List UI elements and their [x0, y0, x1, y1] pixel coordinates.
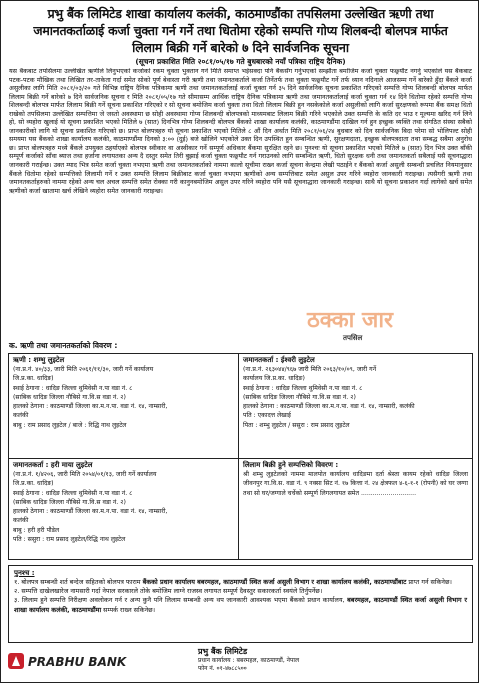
guarantor-detail-line: हालको ठेगाना : काठमाण्डौं जिल्ला का.म.न.पा. वडा नं. १४, नाम्सारी, कलंकी [243, 403, 415, 411]
borrower-detail-line: (साबिक धादिङ जिल्ला नौबिसे गा.वि.स वडा नं. २) [13, 393, 126, 401]
section-heading-borrowers: क. ऋणी तथा जमानतकर्ताको विवरण : [9, 341, 118, 350]
guarantor-detail-line: कलंकी [13, 517, 29, 525]
bank-contact-block [198, 647, 398, 673]
guarantor-detail-line: (ना.प्र.नं. १/४२०६, जारी मिति २०५४/०१/१३, जारी गर्ने कार्यालय [13, 471, 157, 478]
note-text: १. बोलपत्र सम्बन्धी शर्त बन्देज सहितको बोलपत्र फाराम [14, 578, 143, 586]
borrower-detail-line: स्थाई ठेगाना : धादिङ जिल्ला थुमिवेसी न.पा वडा नं. ८ [13, 384, 133, 392]
notice-title [7, 5, 474, 56]
note-item [14, 578, 467, 587]
borrower-detail-line: (ना.प्र.नं. ४०/३३, जारी मिति २०६१/११/३०, जारी गर्ने कार्यालय [13, 366, 154, 373]
guarantor-detail-line: पति : एकादत्त लेखाई [243, 412, 291, 420]
borrower-name: ऋणी : शम्भु लुइटेल [13, 356, 65, 364]
borrower-table [8, 353, 473, 560]
note-text: सम्पर्क राख्न सकिनेछ। [101, 605, 156, 614]
note-text: प्राप्त गर्न सकिनेछ। [406, 578, 452, 586]
notice-body: यस बैंकबाट तपसिलमा उल्लेखित ऋणीले लिनुभएको कर्जाको रकम चुक्ता भुक्तान गर्ने मिति समाप्त भईसक्दा पनि बैंकसँग गर्नुभएको सम्झौता बमोजिम कर्जा चुक्ता फछ्र्यौट नगर्नु भएकोले यस बैंकबाट पटक-पटक मौखिक तथा लिखित तर-ताकेता गर्दा समेत सोको पूर्ण बेवास्ता गरी ऋणी तथा जमानतकर्ताले कर्जा तिर्नेतर्फ तथा चुक्ता फछ्र्यौट गर्ने तर्फ ध्यान नदिनाले आजसम्म गर्ने बारेको हुँदा बैंकले कर्जा असुलीका लागि मिति २०८१/०३/२० गते विभिन्न राष्ट्रिय दैनिक पत्रिकामा ऋणी तथा जमानतकर्तालाई कर्जा चुक्ता गर्न ३५ दिने सार्वजनिक सूचना प्रकाशित गरिएको सम्पत्ति गोप्य शिलबन्दी बोलपत्र मार्फत लिलाम बिक्री गर्ने बारेको ७ दिने सार्वजनिक सूचना र मिति २०८१/०५/१७ गते सीमासम्म आर्थिक राष्ट्रिय दैनिक पत्रिकामा ऋणी तथा जमानतकर्तालाई कर्जा चुक्ता गर्न १४ दिने धितोमा रहेको सम्पत्ति गोप्य शिलबन्दी बोलपत्र मार्फत लिलाम बिक्री गर्ने सूचना प्रकाशित गरिएको र सो सूचना बमोजिम कर्जा चुक्ता तथा धितो लिलाम बिक्री हुन नसकेकोले कर्जा असुलीको लागि कर्जा सुरक्षणको रूपमा बैंक समक्ष धितो राखेको तपसिलमा उल्लेखित सम्पत्तिमा जे जस्तो अवस्थामा छ सोही अवस्थामा गोप्य शिलबन्दी बोलपत्रको माध्यमबाट लिलाम बिक्री गरिने भएकोले उक्त सम्पत्ति के कति दर भाउ र मूल्यमा खरिद गर्न लिने हो, सो व्यहोरा खुलाई यो सूचना प्रकाशित भएको मितिले ७ (सात) दिनभित्र गोप्य शिलबन्दी बोलपत्र बैंकको शाखा कार्यालय कलंकी, काठमाण्डौंमा दाखिल गर्न हुन इच्छुक व्यक्ति तथा संगठित संस्था सबैको जानकारीको लागि यो सूचना प्रकाशित गरिएको छ। प्राप्त बोलपत्रहरु यो सूचना प्रकाशित भएको मितिले ८ औं दिन अर्थात मिति २०८१/०६/२४ बुधबार को दिन सार्वजनिक बिदा परेमा सो भोलिपल्ट सोही समयमा यस बैंकको शाखा कार्यालय कलंकी, काठमाण्डौंमा दिनको ३:०० (दुई) बजे खोलिने भएकोले उक्त दिन उपस्थित हुन सम्बन्धित ऋणी, सुरक्षणदाता, इच्छुक बोलपत्रदाता तथा सम्बद्ध सबैमा अनुरोध छ। प्राप्त बोलपत्रहरु मध्ये बैंकले उपयुक्त ठहर्याएको बोलपत्र स्वीकार वा अस्वीकार गर्ने सम्पूर्ण अधिकार बैंकमा सुरक्षित रहने छ। पुनश्चः यो सूचना प्रकाशित भएको मितिले ७ (सात) दिन भित्र उक्त बाँकी सम्पूर्ण कर्जाको साँवा ब्याज तथा हर्जाना लगायतका अन्य दै दस्तुर समेत तिरी बुझाई कर्जा चुक्ता फछ्र्यौट गर्न गराउनको लागि सम्बन्धित ऋणी, धितो सुरक्षक धनी तथा जमानतकर्ता सबैलाई यसै सूचनाद्धारा जानकारी गराईन्छ। उक्त म्याद भित्र समेत कर्जा चुक्ता नभएमा ऋणी तथा जमानतकर्ताको नाममा कालो सूचीमा राख्न कर्जा सूचना केन्द्रमा लेखी पठाईने र बैंकको कर्जा असुली सम्बन्धी प्रचलित नियमानुसार बैंकले धितोमा रहेको सम्पत्तिको लिलामी गर्ने र उक्त सम्पत्ति लिलाम बिक्रीबाट कर्जा चुक्ता नभएमा ऋणीको अन्य सम्पत्तिबाट समेत असुल उपर गरिने व्यहोरा जानकारी गराइन्छ। त्यसैगरी ऋणी तथा जमानतकर्ताहरुको नाममा रहेको अन्य चल अचल सम्पत्ति समेत रोक्का गरी कानुनबमोजिम असुल उपर गरिने व्यहोरा पनि यसै सूचनाद्धारा जानकारी गराइन्छ। साथै यो सूचना प्रकाशन गर्दा लागेको खर्च समेत ऋणीको कर्जा खातामा खर्च लेखिने व्यहोरा समेत जानकारी गराइन्छ। [9, 68, 472, 195]
watermark-text: ठक्का जार [307, 308, 394, 333]
guarantor-detail-line: स्थाई ठेगाना : धादिङ जिल्ला थुमिवेसी न.पा वडा नं. ८ [13, 489, 133, 497]
note-item [14, 587, 467, 596]
guarantor-detail-line: बाबु : हरी हरी पौडेल [13, 526, 60, 534]
guarantor-detail-line: कार्यालय जि.प्र.का. धादिङ) [243, 375, 305, 383]
guarantor-detail-line: जि.प्र.का. धादिङ) [13, 480, 54, 488]
notice-subtitle: (सूचना प्रकाशित मिति २०८१/०५/१७ गते बुधबारको नयाँ पत्रिका राष्ट्रिय दैनिक) [135, 57, 346, 66]
property-cell [239, 459, 472, 559]
footer [8, 647, 473, 679]
notes-box [8, 565, 473, 643]
bank-name: प्रभु बैंक लिमिटेड [198, 647, 248, 656]
guarantor-cell-1 [239, 354, 472, 459]
borrower-detail-line: जि.प्र.का. धादिङ) [13, 375, 54, 383]
note-text: २. सम्पत्ति दाखेलखारेज नामसारी गर्दा नेपाल सरकारले तोके बमोजिम लाग्ने राजस्व लगायत सम्पूर्ण दैवस्तुर सकारकर्ता स्वयंले तिर्नुपर्नेछ। [14, 587, 323, 596]
watermark-subtext: तपसिल [343, 334, 363, 342]
guarantor-cell-2 [9, 459, 238, 559]
guarantor-detail-line: पिता : शम्भु लुइटेल / ससुरा : राम प्रसाद लुइटेल [243, 421, 350, 429]
borrower-detail-line: हालको ठेगाना : काठमाण्डौं जिल्ला का.म.न.पा. वडा नं. १४, नाम्सारी, [13, 403, 168, 411]
borrower-detail-line: बाबु : राम प्रसाद लुइटेल / बाजे : रिद्धि नाथ लुइटेल [13, 421, 127, 429]
logo-text: PRABHU BANK [28, 655, 127, 669]
notice-title-line-3: लिलाम बिक्री गर्ने बारेको ७ दिने सार्वजनिक सूचना [132, 40, 349, 55]
notice-title-line-1: प्रभु बैंक लिमिटेड शाखा कार्यालय कलंकी, काठमाण्डौंका तपसिलमा उल्लेखित ऋणी तथा [47, 6, 434, 21]
bank-phone: फोन नं. ०१-४७८८५०० [198, 665, 247, 672]
guarantor-name: जमानतकर्ता : ईश्वरी लुइटेल [243, 356, 315, 364]
guarantor-detail-line: (ना.प्र.नं. २६३०४४/९६७ जारी मिति २०६३/१०/०९, जारी गर्ने [243, 366, 377, 373]
guarantor-detail-line: (साबिक धादिङ जिल्ला नौबिसे गा.वि.स वडा नं. २) [13, 498, 126, 506]
notice-title-line-2: जमानतकर्ताळाई कर्जा चुक्ता गर्न गर्ने तथा धितोमा रहेको सम्पत्ति गोप्य शिलबन्दी बोलपत्र मार्फत [33, 23, 448, 38]
note-bold-text: बैंकको प्रधान कार्यालय बबरमहल, काठमाण्डौं स्थित कर्जा असुली विभाग र शाखा कार्यालय कलंकी, काठमाण्डौंबाट [142, 578, 407, 586]
borrower-table-right-column [239, 354, 472, 559]
guarantor-detail-line: (साबिक धादिङ जिल्ला नौबिसे गा.वि.स वडा नं. २) [243, 393, 356, 401]
property-title: लिलाम बिक्री हुने सम्पत्तिको विवरण : [243, 461, 339, 469]
guarantor-detail-line: हालको ठेगाना : काठमाण्डौं जिल्ला का.म.न.पा. वडा नं. १४, नाम्सारी, [13, 508, 168, 516]
notes-title: पुनश्च : [14, 569, 35, 577]
property-description: श्री शम्भु लुइटेलको नाममा मालपोत कार्यालय धादिङमा दर्ता श्रेस्ता कायम रहेको धादिङ जिल्ला जीवनपुर गा.वि.स. वडा नं. ९ नक्सा सिट नं. १७ कित्ता नं. २४ क्षेत्रफल ४-६-१-१ (रोपनी) को घर जग्गा तथा सो घर/जग्गाले चर्चेको सम्पूर्ण लिगलगायत समेत ............................ [243, 471, 468, 497]
guarantor-name: जमानतकर्ता : हरी माया लुइटेल [13, 461, 93, 469]
watermark-logo [303, 301, 433, 343]
borrower-detail-line: कलंकी [13, 412, 29, 420]
note-text: ३. लिलाम हुने सम्पत्ति निरीक्षण अवलोकन गर्न र अन्य कुनै पनि लिलाम सम्बन्धी अन्य थप जानकारी आवश्यक भएमा बैंकको प्रधान कार्यालय, [14, 596, 348, 605]
note-bold-text: बबरमहल, काठमाण्डौं स्थित कर्जा असुली विभाग र शाखा कार्यालय कलंकी, काठमाण्डौंमा [14, 596, 467, 614]
borrower-table-left-column [9, 354, 239, 559]
note-item [14, 596, 467, 614]
bank-address: प्रधान कार्यालय : बबरमहल, काठमाण्डौं, नेपाल [198, 657, 300, 664]
prabhu-bank-logo [8, 651, 158, 673]
guarantor-detail-line: पति : ससुरा : राम प्रसाद लुइटेल/रिद्धि नाथ लुइटेल [13, 536, 126, 544]
guarantor-detail-line: स्थाई ठेगाना : धादिङ जिल्ला थुमिवेसी न.पा वडा नं. ८ [243, 384, 363, 392]
borrower-cell [9, 354, 238, 459]
